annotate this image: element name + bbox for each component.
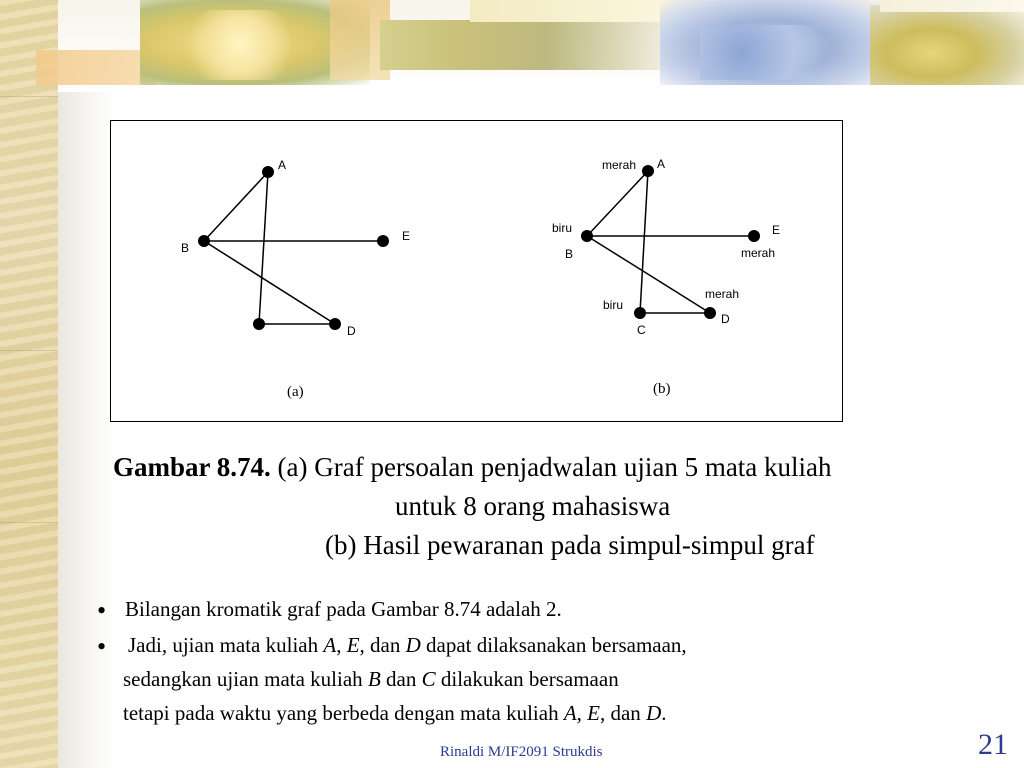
- edge-b-d: [204, 241, 335, 324]
- figure-caption-line2: untuk 8 orang mahasiswa: [395, 491, 671, 521]
- label-b: B: [181, 241, 190, 255]
- footer-author: Rinaldi M/IF2091 Strukdis: [440, 744, 603, 760]
- text-run: sedangkan ujian mata kuliah: [123, 667, 368, 691]
- text-run: Jadi, ujian mata kuliah: [128, 633, 324, 657]
- color-b: biru: [552, 221, 573, 235]
- bullet-dot: •: [97, 632, 107, 661]
- color-a: merah: [602, 158, 637, 172]
- vertex-e: [377, 235, 389, 247]
- graph-b: [552, 157, 780, 397]
- text-run: dapat dilaksanakan bersamaan,: [420, 633, 687, 657]
- course-b: B: [367, 667, 381, 691]
- page-number: 21: [978, 728, 1008, 761]
- vertex-b: [198, 235, 210, 247]
- course-e: E: [587, 701, 600, 725]
- color-e: merah: [741, 246, 776, 260]
- left-decorative-strip: [0, 0, 58, 768]
- top-decorative-banner: [0, 0, 1024, 92]
- vertex-a: [262, 166, 274, 178]
- graph-a: [181, 158, 410, 400]
- label-a: A: [657, 157, 666, 171]
- vertex-a: [642, 165, 654, 177]
- caption-part-a: (a) Graf persoalan penjadwalan ujian 5 mata kuliah: [277, 452, 832, 482]
- course-c: C: [421, 667, 436, 691]
- text-run: ,: [576, 701, 588, 725]
- text-run: , dan: [359, 633, 406, 657]
- strip-seam: [0, 96, 58, 97]
- edge-a-c: [259, 172, 268, 324]
- color-d: merah: [705, 287, 740, 301]
- text-run: dilakukan bersamaan: [435, 667, 619, 691]
- left-shade: [58, 0, 118, 768]
- label-e: E: [402, 229, 411, 243]
- label-a: A: [278, 158, 287, 172]
- label-e: E: [772, 223, 781, 237]
- edge-a-b: [587, 171, 648, 236]
- graph-figure: [111, 121, 844, 423]
- text-run: dan: [380, 667, 422, 691]
- strip-seam: [0, 522, 58, 523]
- course-d: D: [646, 701, 662, 725]
- label-d: D: [347, 324, 356, 338]
- course-e: E: [346, 633, 360, 657]
- label-b: B: [565, 247, 574, 261]
- course-a: A: [563, 701, 577, 725]
- bullet-item-2: [128, 633, 687, 658]
- figure-label: Gambar 8.74.: [113, 452, 271, 482]
- vertex-e: [748, 230, 760, 242]
- figure-caption-line3: (b) Hasil pewaranan pada simpul-simpul graf: [325, 530, 815, 560]
- text-run: ,: [336, 633, 347, 657]
- label-c: C: [637, 323, 646, 337]
- vertex-c: [253, 318, 265, 330]
- caption-b: (b): [653, 381, 671, 397]
- bullet-item-1: Bilangan kromatik graf pada Gambar 8.74 adalah 2.: [125, 597, 562, 621]
- vertex-c: [634, 307, 646, 319]
- vertex-b: [581, 230, 593, 242]
- vertex-d: [329, 318, 341, 330]
- vertex-d: [704, 307, 716, 319]
- text-run: .: [661, 701, 667, 725]
- strip-seam: [0, 350, 58, 351]
- edge-a-b: [204, 172, 268, 241]
- bullet-item-2-line3: [123, 701, 666, 726]
- edge-a-c: [640, 171, 648, 313]
- bullet-item-2-line2: [123, 667, 619, 692]
- text-run: , dan: [599, 701, 647, 725]
- course-a: A: [323, 633, 337, 657]
- bullet-dot: •: [97, 596, 107, 625]
- course-d: D: [405, 633, 421, 657]
- figure-frame: [110, 120, 843, 422]
- label-d: D: [721, 312, 730, 326]
- text-run: tetapi pada waktu yang berbeda dengan mata kuliah: [123, 701, 564, 725]
- color-c: biru: [603, 298, 624, 312]
- figure-caption-line1: [113, 452, 832, 483]
- caption-a: (a): [287, 384, 304, 400]
